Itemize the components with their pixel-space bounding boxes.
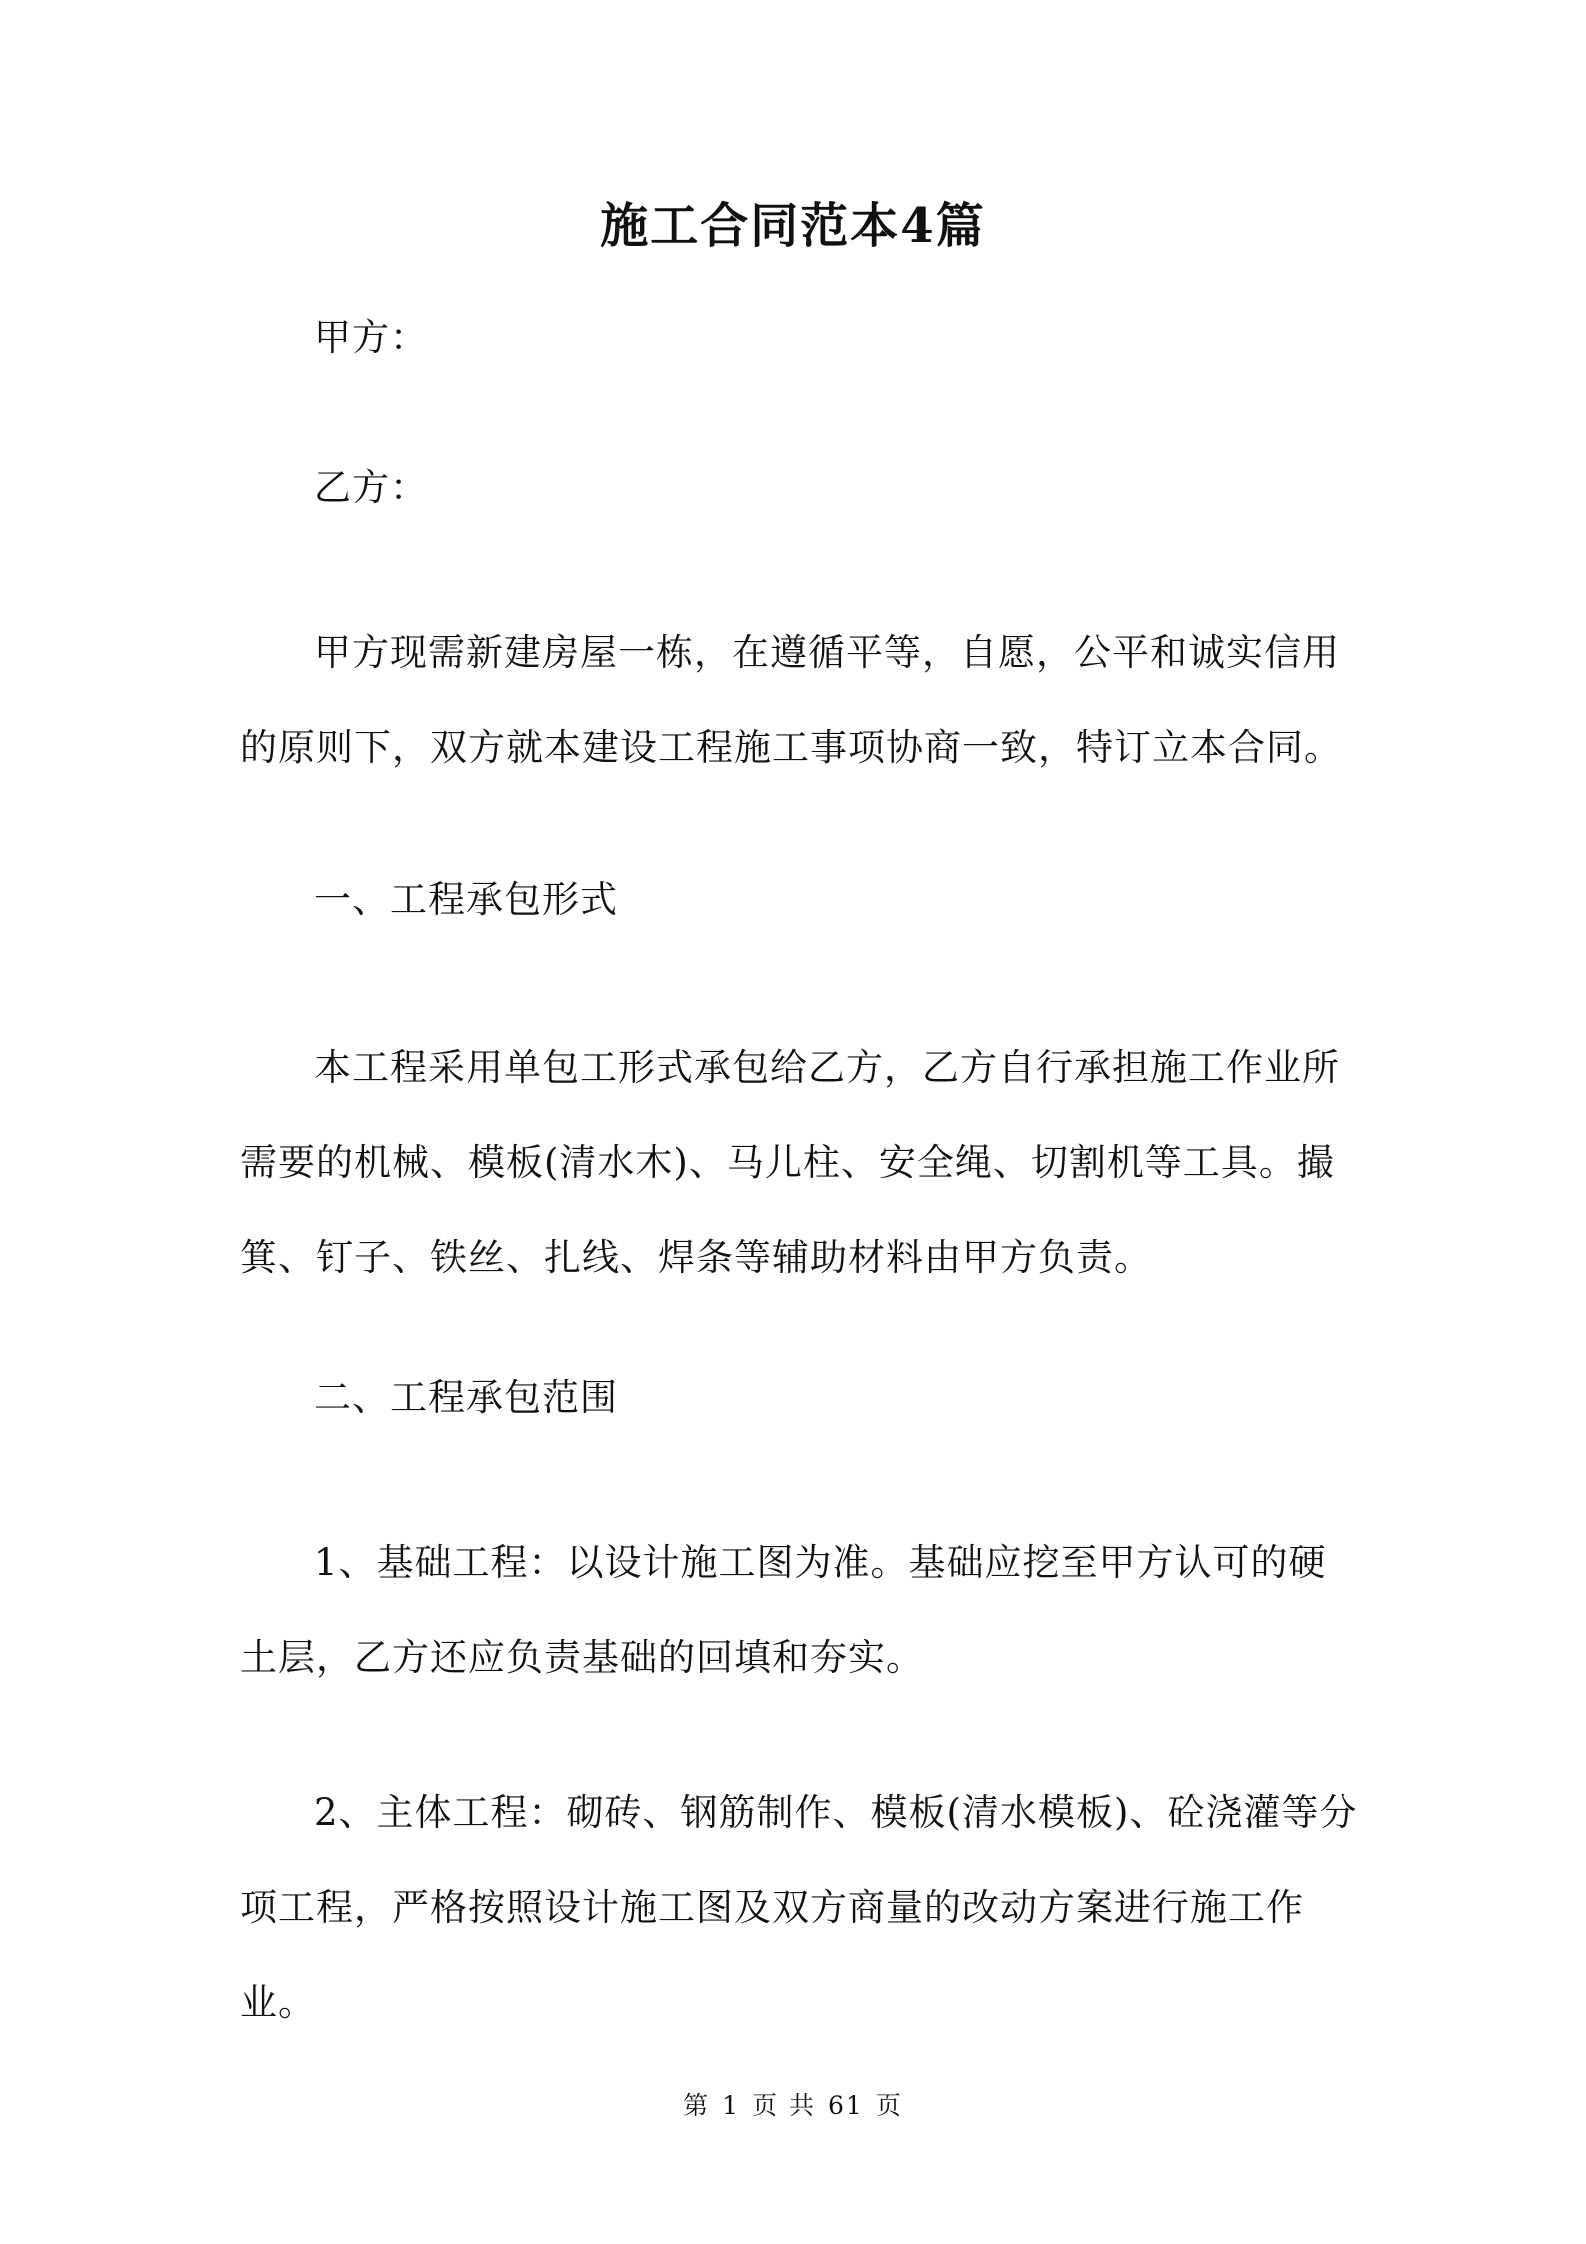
intro-paragraph: 甲方现需新建房屋一栋，在遵循平等，自愿，公平和诚实信用的原则下，双方就本建设工程施工事项协商一致，特订立本合同。 bbox=[240, 631, 1342, 769]
document-title: 施工合同范本4篇 bbox=[600, 198, 986, 254]
section-1-paragraph: 本工程采用单包工形式承包给乙方，乙方自行承担施工作业所需要的机械、模板(清水木)、马儿柱、安全绳、切割机等工具。撮箕、钉子、铁丝、扎线、焊条等辅助材料由甲方负责。 bbox=[240, 1046, 1340, 1279]
footer-page-number: 1 bbox=[722, 2091, 741, 2120]
footer-total-pages: 61 bbox=[828, 2091, 864, 2120]
section-heading-2: 二、工程承包范围 bbox=[314, 1376, 618, 1419]
footer-suffix: 页 bbox=[875, 2091, 903, 2120]
party-a-line: 甲方： bbox=[314, 316, 428, 359]
footer-prefix: 第 bbox=[683, 2091, 711, 2120]
section-heading-1: 一、工程承包形式 bbox=[314, 878, 618, 921]
item-1-paragraph: 1、基础工程：以设计施工图为准。基础应挖至甲方认可的硬土层，乙方还应负责基础的回填和夯实。 bbox=[240, 1541, 1327, 1679]
footer-middle: 页 共 bbox=[752, 2091, 817, 2120]
page-footer bbox=[0, 2090, 1586, 2122]
party-b-line: 乙方： bbox=[314, 466, 428, 509]
item-2-paragraph: 2、主体工程：砌砖、钢筋制作、模板(清水模板)、砼浇灌等分项工程，严格按照设计施工图及双方商量的改动方案进行施工作业。 bbox=[240, 1791, 1358, 2024]
